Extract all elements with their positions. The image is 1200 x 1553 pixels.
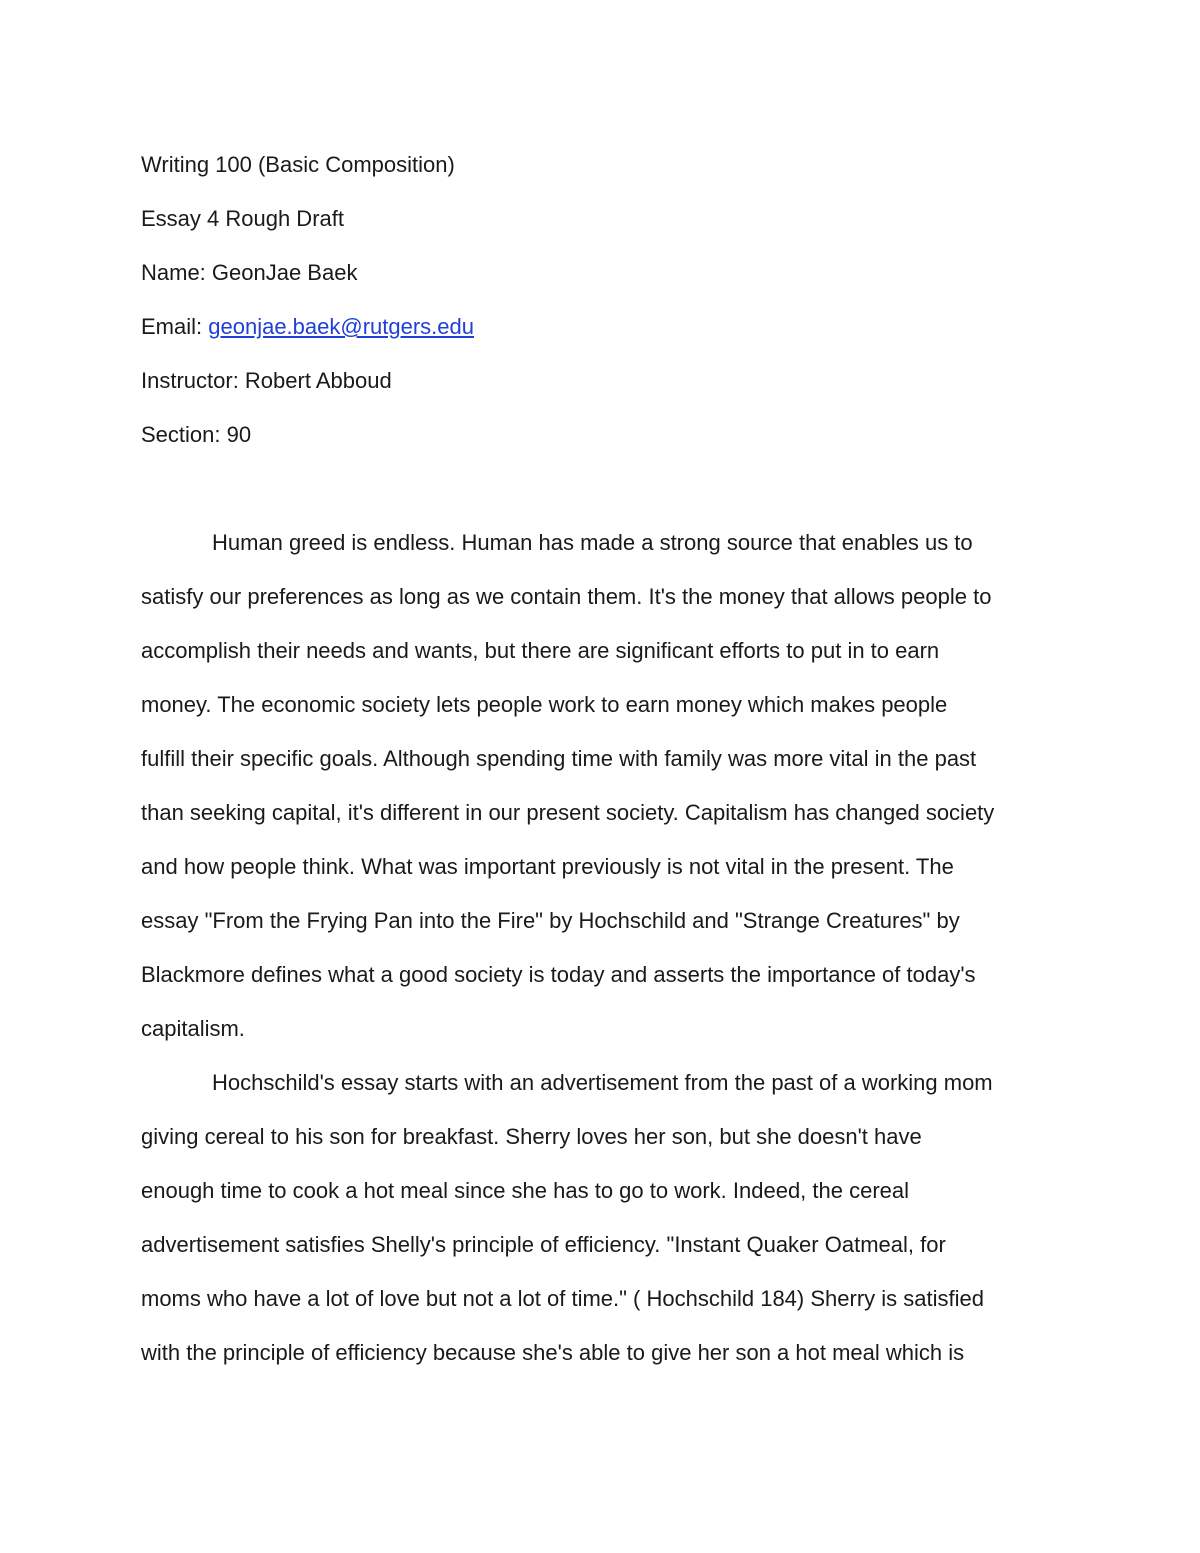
text-line: accomplish their needs and wants, but there are significant efforts to put in to earn bbox=[141, 638, 940, 663]
essay-body bbox=[141, 516, 1061, 1380]
paragraph-intro bbox=[141, 516, 1061, 1056]
document-header bbox=[141, 138, 1061, 462]
text-line: than seeking capital, it's different in our present society. Capitalism has changed society bbox=[141, 800, 995, 825]
text-line: Hochschild's essay starts with an advertisement from the past of a working mom bbox=[212, 1070, 993, 1095]
section-line: Section: 90 bbox=[141, 422, 252, 447]
email-label: Email: bbox=[141, 314, 209, 339]
email-line bbox=[141, 300, 1061, 354]
text-line: fulfill their specific goals. Although spending time with family was more vital in the past bbox=[141, 746, 977, 771]
text-line: and how people think. What was important previously is not vital in the present. The bbox=[141, 854, 954, 879]
assignment-title: Essay 4 Rough Draft bbox=[141, 206, 344, 231]
text-line: satisfy our preferences as long as we contain them. It's the money that allows people to bbox=[141, 584, 992, 609]
text-line: money. The economic society lets people work to earn money which makes people bbox=[141, 692, 948, 717]
email-link[interactable]: geonjae.baek@rutgers.edu bbox=[208, 314, 474, 339]
course-title: Writing 100 (Basic Composition) bbox=[141, 152, 455, 177]
paragraph-hochschild bbox=[141, 1056, 1061, 1380]
text-line: capitalism. bbox=[141, 1016, 245, 1041]
text-line: giving cereal to his son for breakfast. Sherry loves her son, but she doesn't have bbox=[141, 1124, 922, 1149]
author-name: Name: GeonJae Baek bbox=[141, 260, 358, 285]
text-line: Human greed is endless. Human has made a strong source that enables us to bbox=[212, 530, 973, 555]
text-line: advertisement satisfies Shelly's principle of efficiency. "Instant Quaker Oatmeal, for bbox=[141, 1232, 946, 1257]
text-line: Blackmore defines what a good society is today and asserts the importance of today's bbox=[141, 962, 976, 987]
instructor-line: Instructor: Robert Abboud bbox=[141, 368, 392, 393]
text-line: enough time to cook a hot meal since she has to go to work. Indeed, the cereal bbox=[141, 1178, 910, 1203]
text-line: essay "From the Frying Pan into the Fire" by Hochschild and "Strange Creatures" by bbox=[141, 908, 960, 933]
text-line: moms who have a lot of love but not a lot of time." ( Hochschild 184) Sherry is satisfied bbox=[141, 1286, 984, 1311]
text-line: with the principle of efficiency because she's able to give her son a hot meal which is bbox=[141, 1340, 965, 1365]
